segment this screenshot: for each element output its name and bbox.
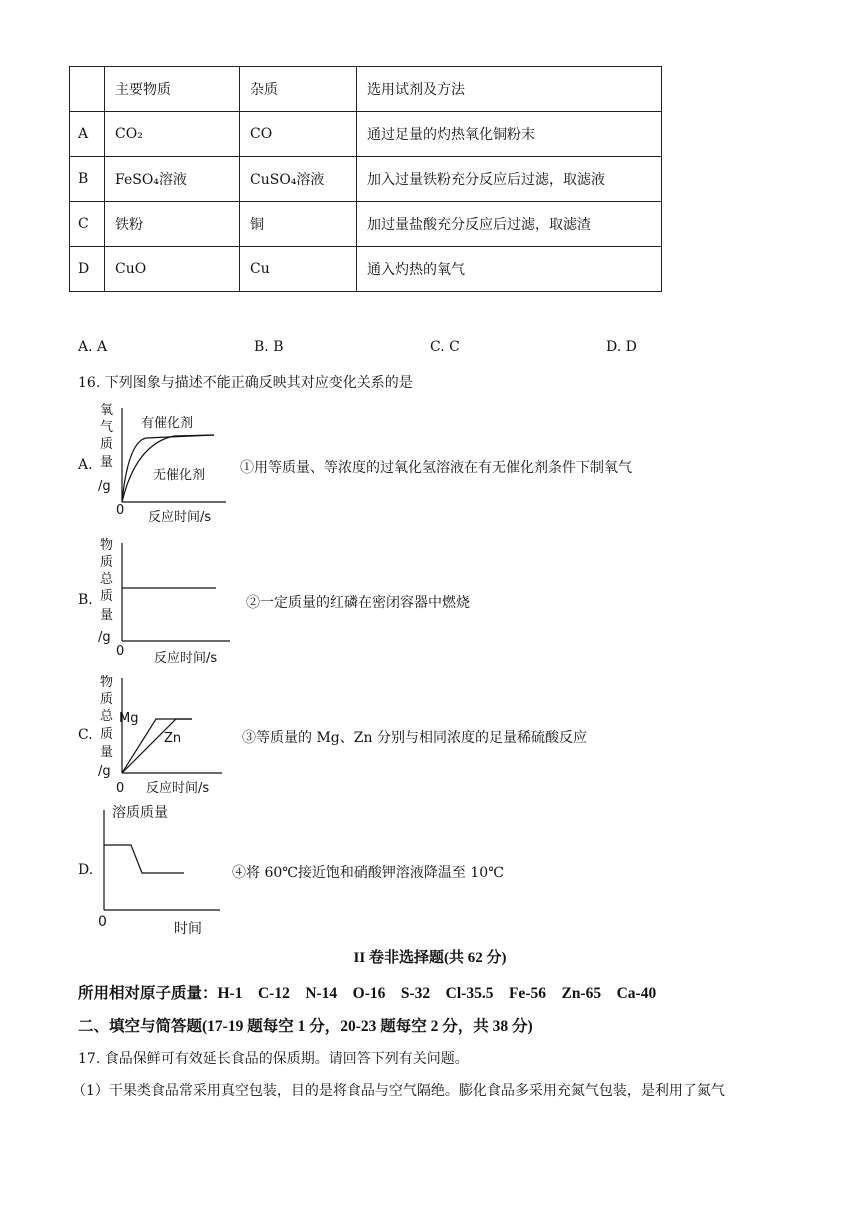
graph-d-line bbox=[104, 845, 184, 873]
graph-a bbox=[96, 402, 236, 526]
section-heading: 二、填空与简答题(17-19 题每空 1 分，20-23 题每空 2 分，共 38 分) bbox=[78, 1018, 533, 1035]
graph-b-xlabel: 反应时间/s bbox=[154, 651, 218, 665]
choice-d: D. D bbox=[606, 339, 637, 355]
graph-c-ylabel-char: 质 bbox=[100, 692, 114, 707]
option-d-letter: D. bbox=[78, 862, 94, 878]
question-17-part1: （1）干果类食品常采用真空包装，目的是将食品与空气隔绝。膨化食品多采用充氮气包装，是利用了氮气 bbox=[72, 1083, 725, 1099]
graph-b-ylabel-char: 质 bbox=[100, 589, 114, 604]
option-c-desc: ③等质量的 Mg、Zn 分别与相同浓度的足量稀硫酸反应 bbox=[242, 730, 587, 746]
table-row bbox=[70, 157, 662, 202]
graph-c-xlabel: 反应时间/s bbox=[146, 781, 210, 796]
row-label: D bbox=[70, 247, 105, 292]
graph-d-xlabel: 时间 bbox=[174, 921, 202, 937]
graph-c-ylabel-char: 质 bbox=[100, 727, 114, 742]
table-row bbox=[70, 247, 662, 292]
choice-b: B. B bbox=[254, 339, 284, 355]
main-substance: CuO bbox=[105, 247, 240, 292]
option-a-letter: A. bbox=[78, 457, 93, 473]
graph-c-ylabel-char: 物 bbox=[100, 675, 114, 690]
impurity: CuSO₄溶液 bbox=[240, 157, 357, 202]
graph-a-ylabel-char: 质 bbox=[100, 437, 114, 452]
choice-a: A. A bbox=[78, 339, 108, 355]
option-d-desc: ④将 60℃接近饱和硝酸钾溶液降温至 10℃ bbox=[232, 865, 504, 881]
graph-c-ylabel-char: 总 bbox=[100, 709, 114, 724]
graph-c bbox=[96, 672, 236, 800]
graph-c-line-mg bbox=[122, 719, 192, 773]
row-label: A bbox=[70, 112, 105, 157]
section-title: II 卷非选择题(共 62 分) bbox=[353, 950, 507, 966]
impurity: CO bbox=[240, 112, 357, 157]
impurity: Cu bbox=[240, 247, 357, 292]
graph-d-origin: 0 bbox=[98, 914, 107, 930]
impurity: 铜 bbox=[240, 202, 357, 247]
graph-b-ylabel-char: 量 bbox=[100, 608, 114, 623]
graph-c-line-zn bbox=[122, 719, 192, 773]
graph-b-ylabel-char: /g bbox=[98, 630, 111, 645]
graph-b-origin: 0 bbox=[116, 644, 125, 659]
graph-a-ylabel-char: 氧 bbox=[100, 403, 114, 418]
table-header-cell bbox=[70, 67, 105, 112]
option-b-desc: ②一定质量的红磷在密闭容器中燃烧 bbox=[246, 595, 470, 611]
table-row bbox=[70, 202, 662, 247]
main-substance: 铁粉 bbox=[105, 202, 240, 247]
graph-c-ylabel-char: 量 bbox=[100, 745, 114, 760]
atomic-masses: 所用相对原子质量：H-1 C-12 N-14 O-16 S-32 Cl-35.5 Fe-56 Zn-65 Ca-40 bbox=[78, 985, 657, 1002]
graph-a-origin: 0 bbox=[116, 503, 125, 518]
method: 加过量盐酸充分反应后过滤，取滤渣 bbox=[357, 202, 662, 247]
method: 通入灼热的氧气 bbox=[357, 247, 662, 292]
graph-a-xlabel: 反应时间/s bbox=[148, 510, 212, 525]
table-header-row bbox=[70, 67, 662, 112]
graph-d-ylabel: 溶质质量 bbox=[112, 805, 168, 821]
graph-d bbox=[96, 800, 226, 940]
option-b-letter: B. bbox=[78, 592, 93, 608]
question-16-stem: 16. 下列图象与描述不能正确反映其对应变化关系的是 bbox=[78, 375, 413, 391]
options-table bbox=[69, 66, 662, 292]
table-row bbox=[70, 112, 662, 157]
method: 通过足量的灼热氧化铜粉末 bbox=[357, 112, 662, 157]
graph-c-curve2-label: Zn bbox=[164, 731, 182, 746]
graph-c-ylabel-char: /g bbox=[98, 764, 111, 779]
main-substance: FeSO₄溶液 bbox=[105, 157, 240, 202]
graph-b-ylabel-char: 总 bbox=[100, 572, 114, 587]
row-label: B bbox=[70, 157, 105, 202]
graph-a-curve1-label: 有催化剂 bbox=[141, 416, 194, 431]
option-c-letter: C. bbox=[78, 727, 93, 743]
graph-c-curve1-label: Mg bbox=[119, 711, 139, 726]
row-label: C bbox=[70, 202, 105, 247]
table-header-cell: 杂质 bbox=[240, 67, 357, 112]
question-17-stem: 17. 食品保鲜可有效延长食品的保质期。请回答下列有关问题。 bbox=[78, 1051, 469, 1067]
main-substance: CO₂ bbox=[105, 112, 240, 157]
graph-a-curve2-label: 无催化剂 bbox=[153, 468, 206, 483]
option-a-desc: ①用等质量、等浓度的过氧化氢溶液在有无催化剂条件下制氧气 bbox=[240, 460, 632, 476]
table-header-cell: 选用试剂及方法 bbox=[357, 67, 662, 112]
graph-a-ylabel-char: /g bbox=[98, 479, 111, 494]
table-header-cell: 主要物质 bbox=[105, 67, 240, 112]
graph-a-ylabel-char: 量 bbox=[100, 455, 114, 470]
graph-a-ylabel-char: 气 bbox=[100, 420, 114, 435]
method: 加入过量铁粉充分反应后过滤，取滤液 bbox=[357, 157, 662, 202]
graph-b-ylabel-char: 质 bbox=[100, 555, 114, 570]
choice-c: C. C bbox=[430, 339, 460, 355]
graph-c-origin: 0 bbox=[116, 781, 125, 796]
graph-b bbox=[96, 535, 236, 665]
graph-b-ylabel-char: 物 bbox=[100, 538, 114, 553]
